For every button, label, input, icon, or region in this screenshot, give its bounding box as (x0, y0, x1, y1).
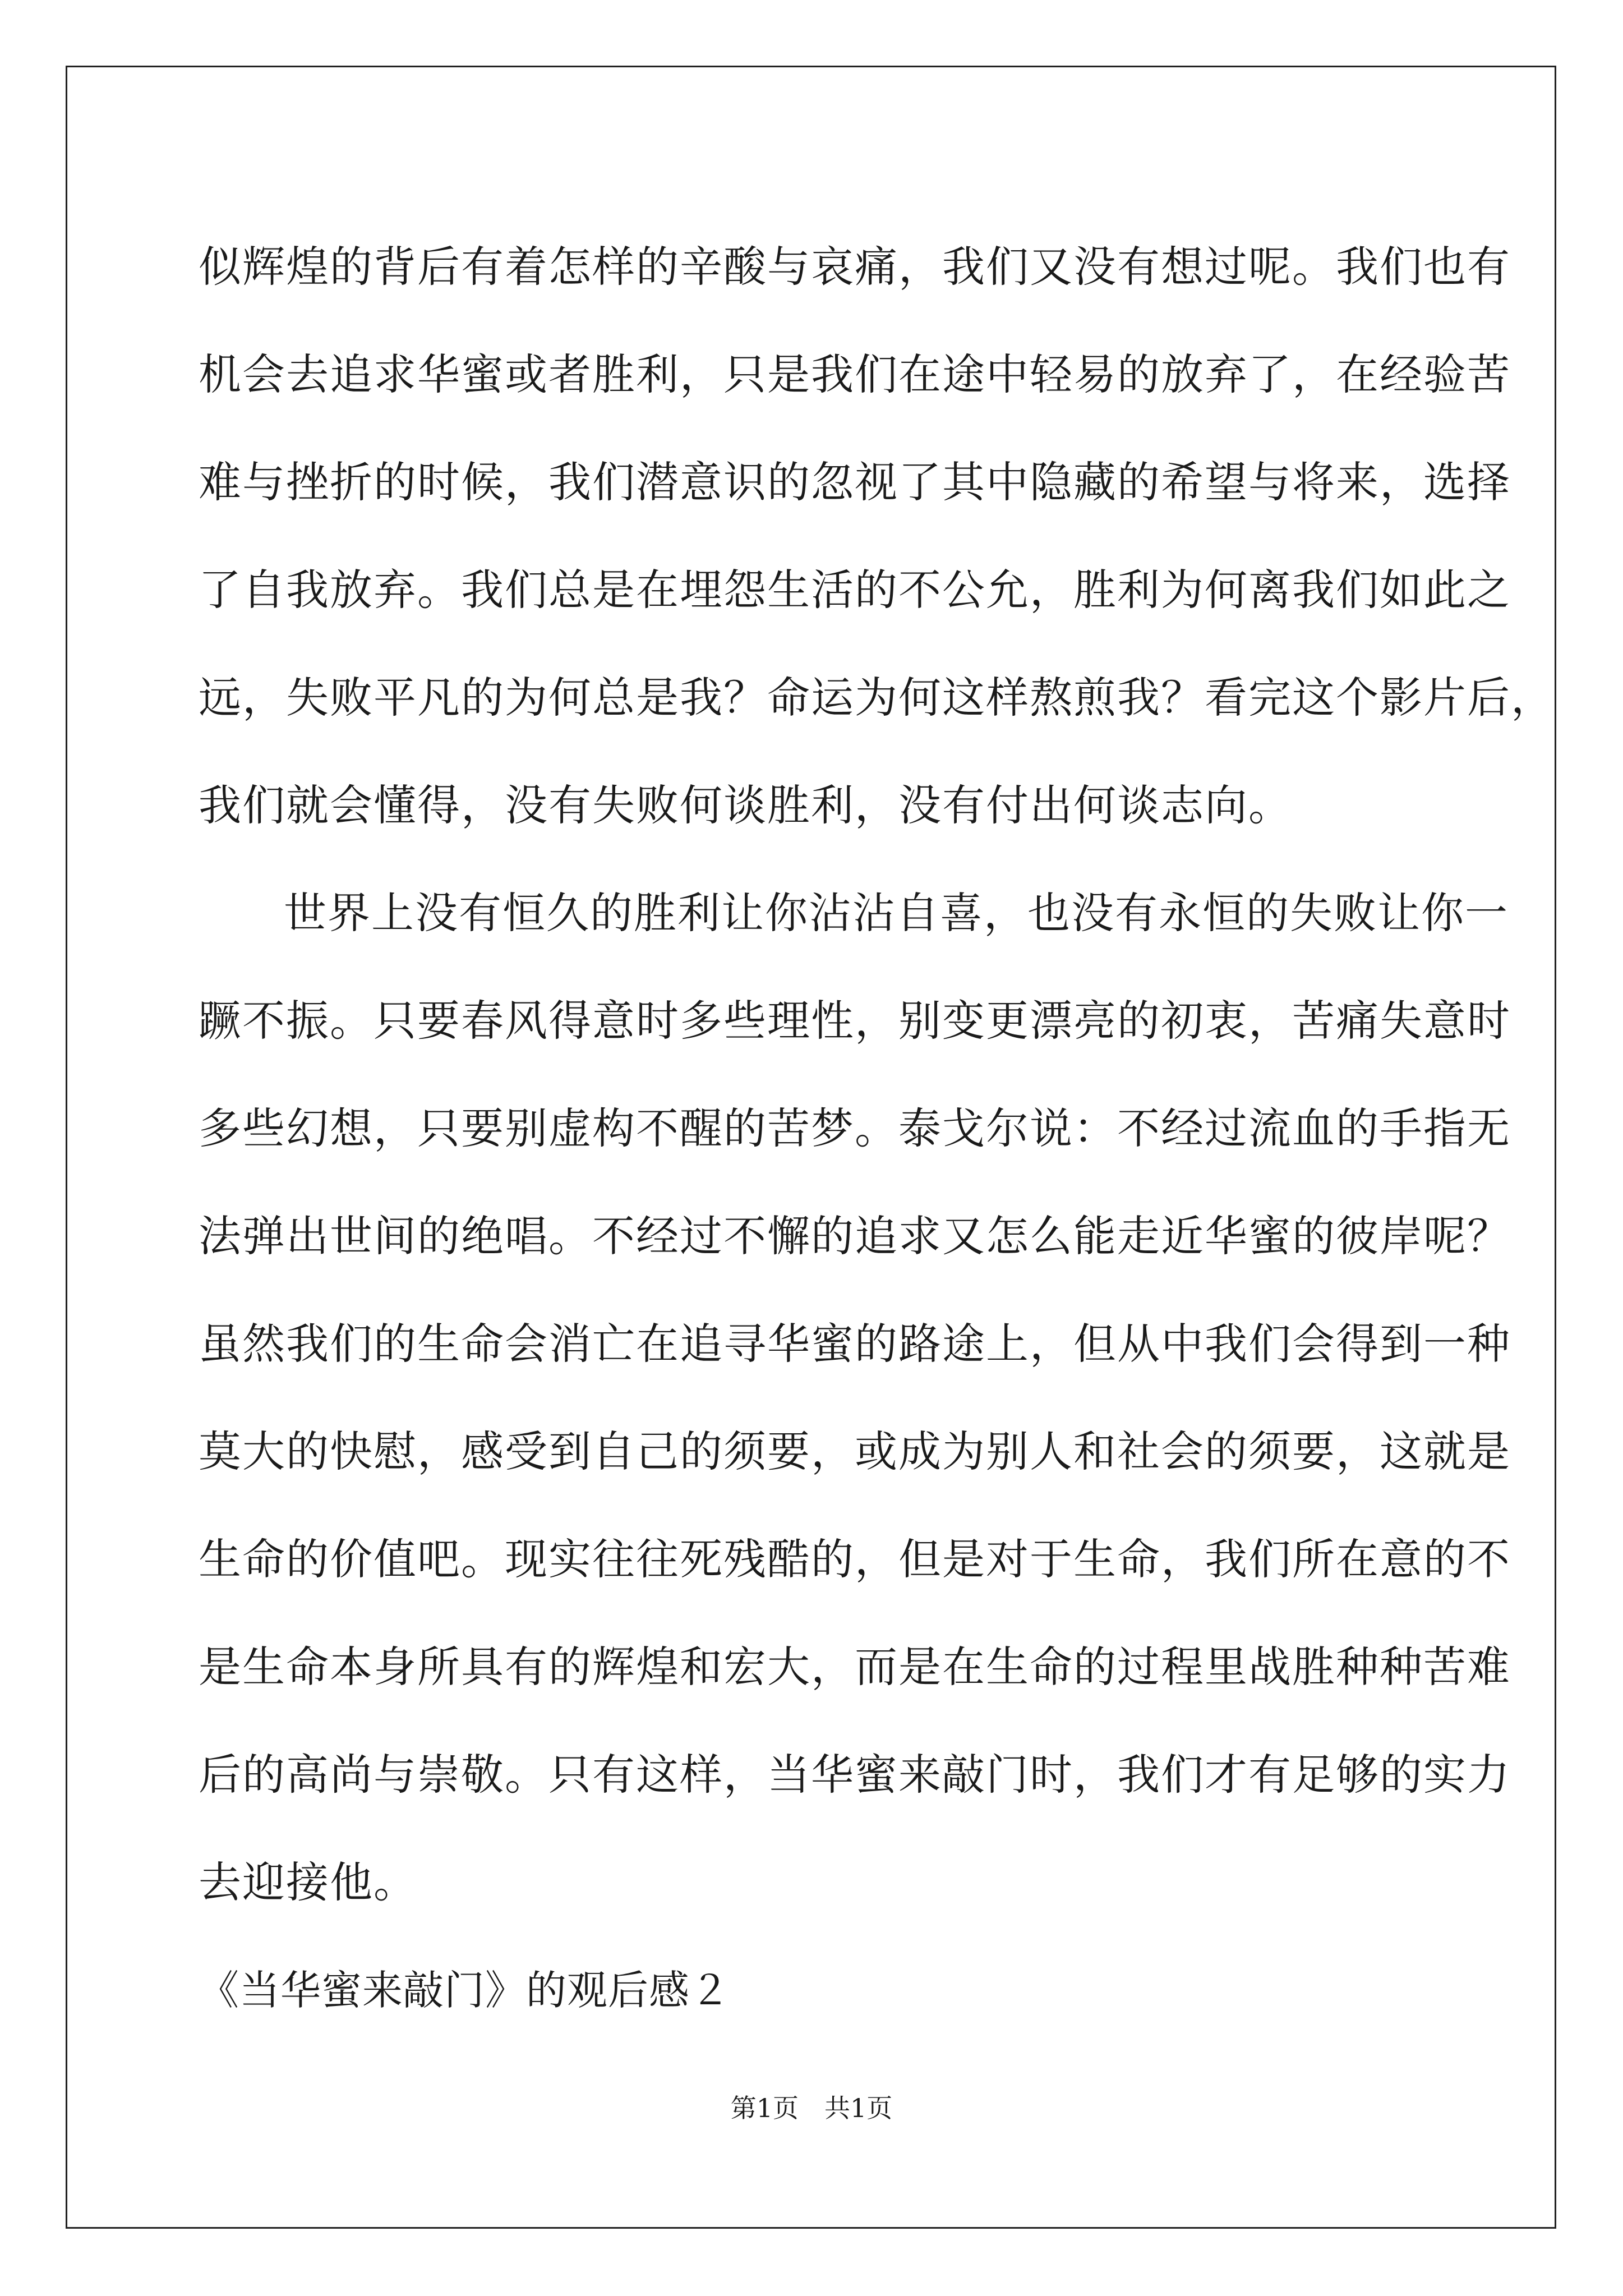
text-line: 远，失败平凡的为何总是我？命运为何这样熬煎我？看完这个影片后， (199, 673, 1555, 723)
paragraph-1 (199, 213, 1555, 859)
text-line: 莫大的快慰，感受到自己的须要，或成为别人和社会的须要，这就是 (199, 1427, 1511, 1476)
text-line: 去迎接他。 (199, 1857, 417, 1907)
text-line: 了自我放弃。我们总是在埋怨生活的不公允，胜利为何离我们如此之 (199, 565, 1511, 615)
document-body (199, 213, 1555, 2044)
text-line: 法弹出世间的绝唱。不经过不懈的追求又怎么能走近华蜜的彼岸呢？ (199, 1211, 1511, 1261)
text-line: 蹶不振。只要春风得意时多些理性，别变更漂亮的初衷，苦痛失意时 (199, 996, 1511, 1046)
text-line: 后的高尚与崇敬。只有这样，当华蜜来敲门时，我们才有足够的实力 (199, 1750, 1511, 1800)
text-line: 多些幻想，只要别虚构不醒的苦梦。泰戈尔说：不经过流血的手指无 (199, 1103, 1511, 1153)
text-line: 世界上没有恒久的胜利让你沾沾自喜，也没有永恒的失败让你一 (284, 888, 1509, 938)
text-line: 难与挫折的时候，我们潜意识的忽视了其中隐藏的希望与将来，选择 (199, 457, 1511, 507)
text-line: 虽然我们的生命会消亡在追寻华蜜的路途上，但从中我们会得到一种 (199, 1319, 1511, 1369)
text-line: 是生命本身所具有的辉煌和宏大，而是在生命的过程里战胜种种苦难 (199, 1642, 1511, 1692)
text-line: 似辉煌的背后有着怎样的辛酸与哀痛，我们又没有想过呢。我们也有 (199, 242, 1511, 292)
paragraph-2 (199, 859, 1511, 1936)
text-line: 我们就会懂得，没有失败何谈胜利，没有付出何谈志向。 (199, 780, 1292, 830)
text-line: 生命的价值吧。现实往往死残酷的，但是对于生命，我们所在意的不 (199, 1534, 1511, 1584)
page-number: 第1页 共1页 (730, 2093, 893, 2123)
section-heading: 《当华蜜来敲门》的观后感２ (199, 1967, 731, 2014)
text-line: 机会去追求华蜜或者胜利，只是我们在途中轻易的放弃了，在经验苦 (199, 349, 1511, 399)
